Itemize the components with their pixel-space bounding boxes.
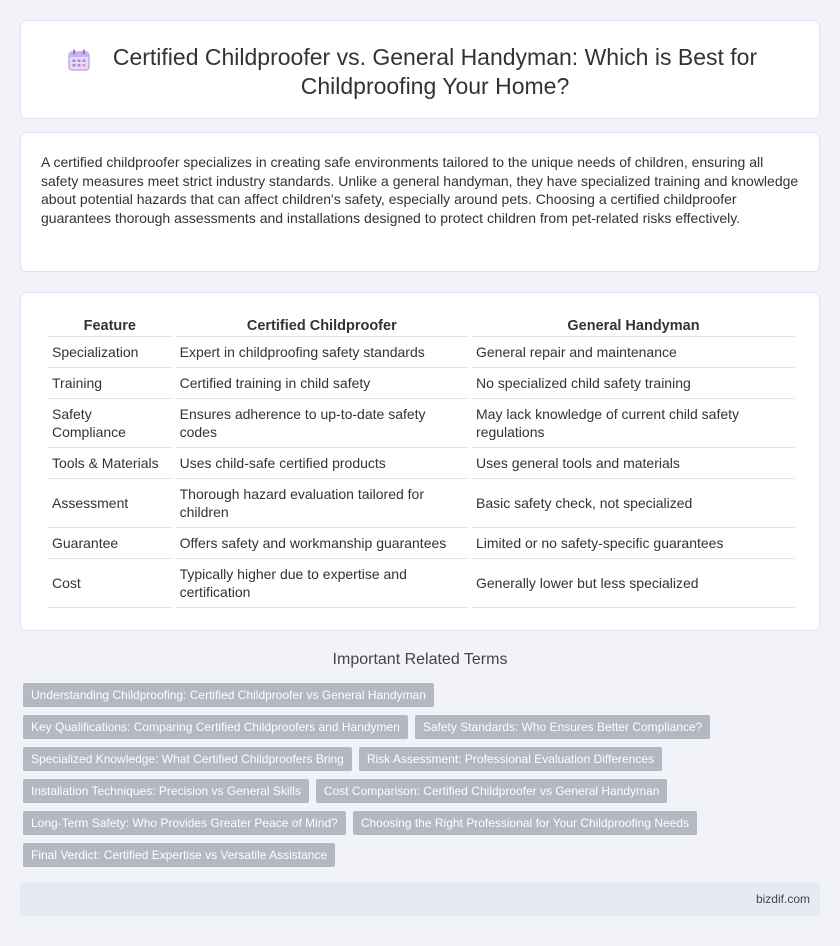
table-row bbox=[48, 337, 795, 368]
column-header: Certified Childproofer bbox=[176, 317, 468, 337]
handyman-cell: Limited or no safety-specific guarantees bbox=[472, 528, 795, 559]
intro-paragraph: A certified childproofer specializes in creating safe environments tailored to the unique needs of children, ensuring all safety measures meet strict industry standards. Unlike a general handyman, they have specialized training and knowledge about potential hazards that can affect children's safety, especially around pets. Choosing a certified childproofer guarantees thorough assessments and installations designed to protect children from pet-related risks effectively. bbox=[41, 154, 799, 226]
related-term-link[interactable]: Specialized Knowledge: What Certified Childproofers Bring bbox=[23, 747, 352, 771]
table-row bbox=[48, 368, 795, 399]
related-term-link[interactable]: Final Verdict: Certified Expertise vs Versatile Assistance bbox=[23, 843, 335, 867]
related-term-link[interactable]: Understanding Childproofing: Certified Childproofer vs General Handyman bbox=[23, 683, 434, 707]
related-terms-heading: Important Related Terms bbox=[332, 651, 508, 668]
handyman-cell: Basic safety check, not specialized bbox=[472, 479, 795, 528]
table-header-row bbox=[48, 317, 795, 337]
related-term-link[interactable]: Cost Comparison: Certified Childproofer vs General Handyman bbox=[316, 779, 667, 803]
childproofer-cell: Uses child-safe certified products bbox=[176, 448, 468, 479]
handyman-cell: May lack knowledge of current child safety regulations bbox=[472, 399, 795, 448]
feature-cell: Guarantee bbox=[48, 528, 172, 559]
table-row bbox=[48, 479, 795, 528]
related-term-link[interactable]: Safety Standards: Who Ensures Better Compliance? bbox=[415, 715, 710, 739]
feature-cell: Safety Compliance bbox=[48, 399, 172, 448]
feature-cell: Tools & Materials bbox=[48, 448, 172, 479]
handyman-cell: Uses general tools and materials bbox=[472, 448, 795, 479]
childproofer-cell: Typically higher due to expertise and certification bbox=[176, 559, 468, 608]
feature-cell: Specialization bbox=[48, 337, 172, 368]
childproofer-cell: Offers safety and workmanship guarantees bbox=[176, 528, 468, 559]
handyman-cell: No specialized child safety training bbox=[472, 368, 795, 399]
related-terms-list bbox=[23, 683, 813, 875]
related-term-link[interactable]: Key Qualifications: Comparing Certified Childproofers and Handymen bbox=[23, 715, 408, 739]
handyman-cell: General repair and maintenance bbox=[472, 337, 795, 368]
table-row bbox=[48, 399, 795, 448]
intro-card bbox=[20, 132, 820, 272]
table-row bbox=[48, 559, 795, 608]
column-header: Feature bbox=[48, 317, 172, 337]
related-term-link[interactable]: Choosing the Right Professional for Your Childproofing Needs bbox=[353, 811, 697, 835]
title-card bbox=[20, 20, 820, 119]
column-header: General Handyman bbox=[472, 317, 795, 337]
footer bbox=[20, 882, 820, 916]
comparison-card bbox=[20, 292, 820, 631]
handyman-cell: Generally lower but less specialized bbox=[472, 559, 795, 608]
childproofer-cell: Ensures adherence to up-to-date safety codes bbox=[176, 399, 468, 448]
comparison-table bbox=[44, 317, 799, 608]
table-row bbox=[48, 448, 795, 479]
footer-site-link[interactable]: bizdif.com bbox=[755, 892, 810, 906]
feature-cell: Cost bbox=[48, 559, 172, 608]
table-row bbox=[48, 528, 795, 559]
feature-cell: Assessment bbox=[48, 479, 172, 528]
feature-cell: Training bbox=[48, 368, 172, 399]
page-title: Certified Childproofer vs. General Handyman: Which is Best for Childproofing Your Home? bbox=[112, 44, 758, 99]
childproofer-cell: Thorough hazard evaluation tailored for children bbox=[176, 479, 468, 528]
related-term-link[interactable]: Long-Term Safety: Who Provides Greater Peace of Mind? bbox=[23, 811, 346, 835]
childproofer-cell: Expert in childproofing safety standards bbox=[176, 337, 468, 368]
related-term-link[interactable]: Risk Assessment: Professional Evaluation Differences bbox=[359, 747, 662, 771]
childproofer-cell: Certified training in child safety bbox=[176, 368, 468, 399]
related-term-link[interactable]: Installation Techniques: Precision vs General Skills bbox=[23, 779, 309, 803]
